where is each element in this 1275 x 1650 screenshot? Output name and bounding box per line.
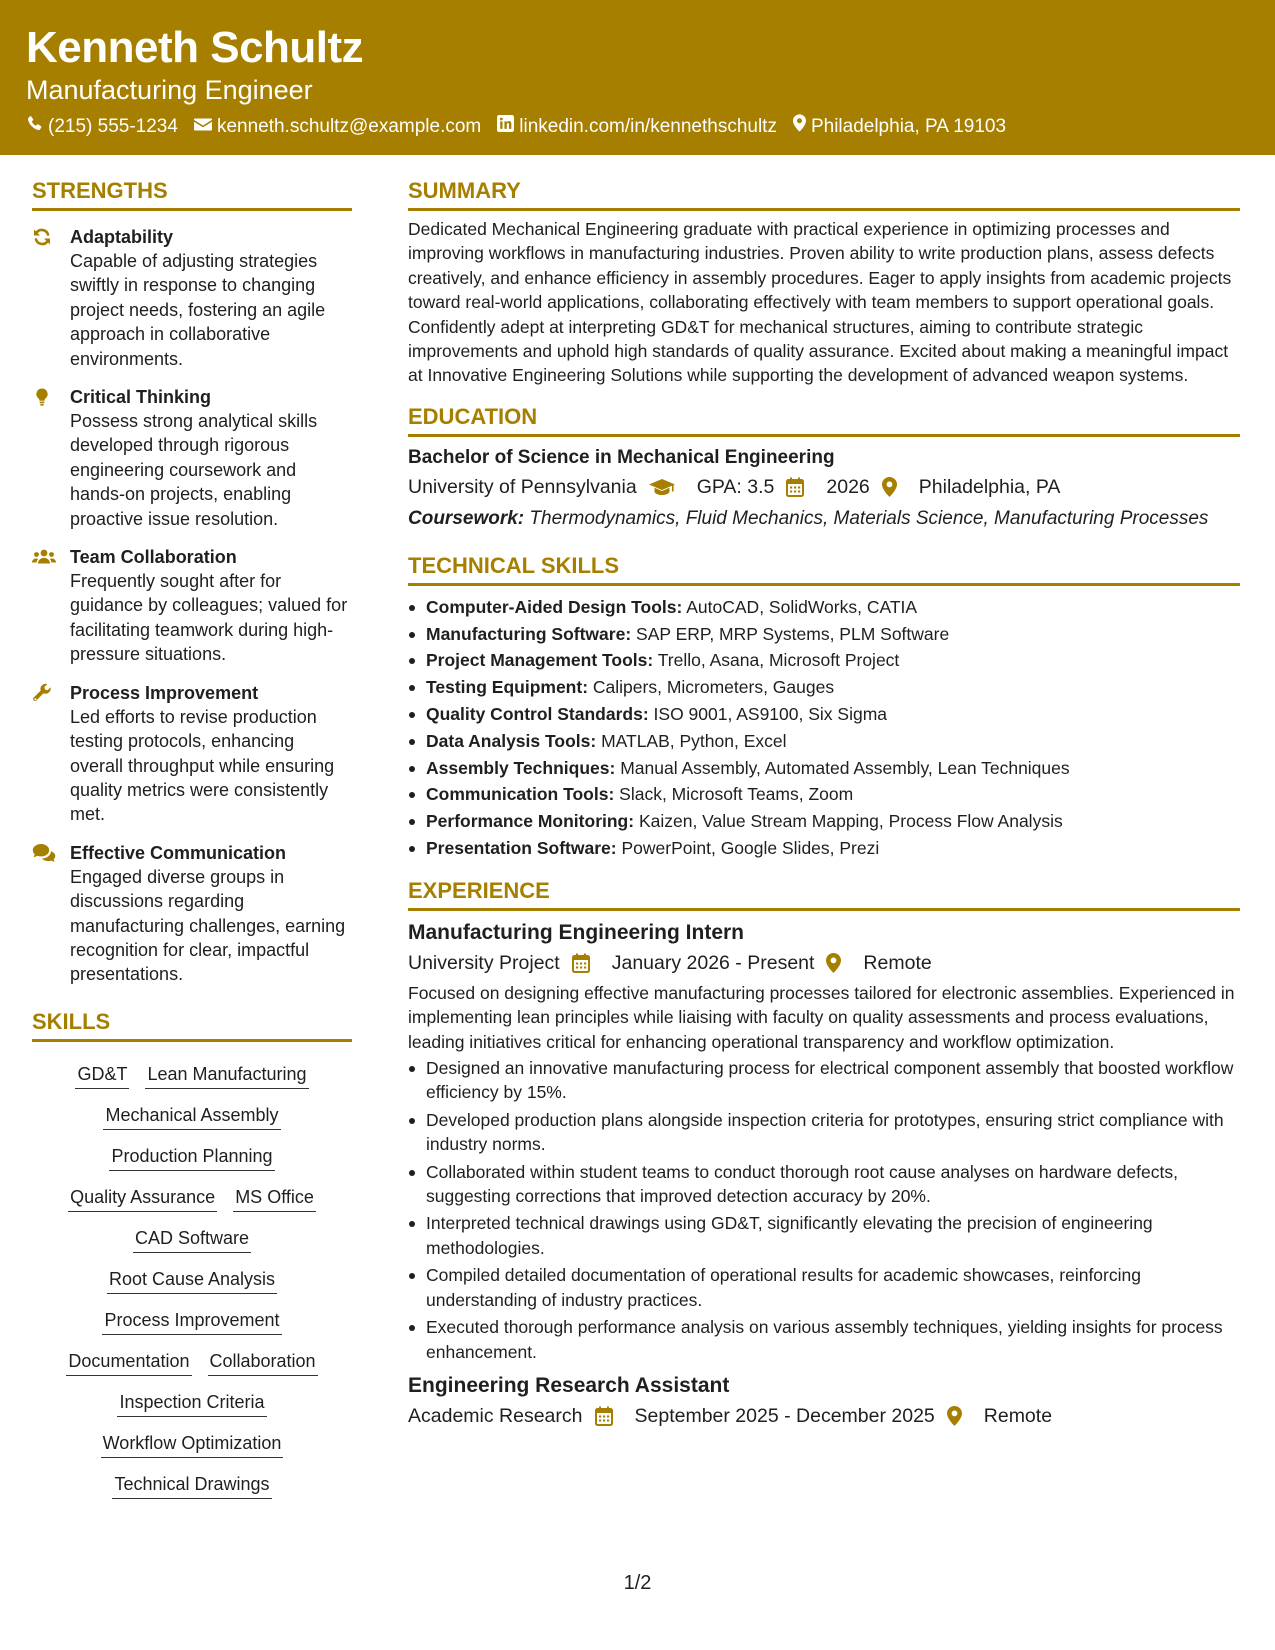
strength-desc: Led efforts to revise production testing protocols, enhancing overall throughput while ensuring quality metrics were consistently met. bbox=[70, 706, 335, 825]
skill-chip: CAD Software bbox=[133, 1226, 251, 1253]
section-title-technical-skills: TECHNICAL SKILLS bbox=[408, 551, 1240, 586]
map-marker-icon bbox=[882, 477, 907, 497]
list-item bbox=[408, 728, 1240, 755]
map-marker-icon bbox=[826, 953, 851, 973]
job-dates: September 2025 - December 2025 bbox=[634, 1404, 935, 1427]
summary-section bbox=[408, 176, 1240, 388]
strength-title: Adaptability bbox=[70, 227, 174, 247]
list-item bbox=[408, 755, 1240, 782]
phone-icon bbox=[26, 115, 48, 139]
skill-chip: Technical Drawings bbox=[112, 1472, 271, 1499]
job-meta bbox=[408, 1402, 1240, 1430]
phone-text: (215) 555-1234 bbox=[48, 115, 178, 137]
gpa-text: GPA: 3.5 bbox=[696, 475, 775, 498]
job-dates: January 2026 - Present bbox=[611, 951, 815, 974]
skill-category: Data Analysis Tools: bbox=[426, 730, 597, 751]
skill-row bbox=[32, 1472, 352, 1499]
email-text: kenneth.schultz@example.com bbox=[216, 115, 482, 137]
skill-row bbox=[32, 1226, 352, 1253]
sync-icon bbox=[32, 225, 70, 371]
skill-values: ISO 9001, AS9100, Six Sigma bbox=[653, 704, 888, 725]
skill-chip: GD&T bbox=[75, 1062, 129, 1089]
linkedin-text: linkedin.com/in/kennethschultz bbox=[519, 115, 777, 137]
strengths-section bbox=[32, 176, 352, 987]
list-item: Developed production plans alongside inspection criteria for prototypes, ensuring strict compliance with industry norms. bbox=[408, 1108, 1240, 1157]
strength-title: Critical Thinking bbox=[70, 387, 212, 408]
job-location: Remote bbox=[983, 1404, 1053, 1427]
list-item bbox=[408, 808, 1240, 835]
map-marker-icon bbox=[793, 114, 811, 139]
right-column bbox=[408, 176, 1240, 1430]
list-item bbox=[408, 674, 1240, 701]
users-icon bbox=[32, 545, 70, 667]
calendar-icon bbox=[786, 477, 814, 497]
strength-title: Effective Communication bbox=[70, 842, 287, 863]
skill-row bbox=[32, 1144, 352, 1171]
skill-category: Communication Tools: bbox=[426, 784, 615, 805]
strength-item bbox=[32, 225, 352, 371]
coursework bbox=[408, 507, 1240, 531]
skill-chip: Workflow Optimization bbox=[101, 1431, 284, 1458]
skill-values: PowerPoint, Google Slides, Prezi bbox=[621, 838, 880, 859]
education-meta bbox=[408, 473, 1240, 501]
job-meta bbox=[408, 949, 1240, 977]
skill-chip: Root Cause Analysis bbox=[107, 1267, 277, 1294]
skill-category: Quality Control Standards: bbox=[426, 704, 649, 725]
contact-bar bbox=[26, 114, 1249, 139]
list-item bbox=[408, 621, 1240, 648]
graduation-year: 2026 bbox=[826, 475, 870, 498]
strength-desc: Engaged diverse groups in discussions regarding manufacturing challenges, earning recognition for clear, impactful presentations. bbox=[70, 866, 346, 985]
linkedin-icon bbox=[497, 115, 519, 139]
experience-section bbox=[408, 876, 1240, 1430]
coursework-label: Coursework: bbox=[408, 507, 525, 529]
strength-item bbox=[32, 841, 352, 987]
skill-row bbox=[32, 1103, 352, 1130]
skill-row bbox=[32, 1062, 352, 1089]
skill-values: MATLAB, Python, Excel bbox=[601, 730, 787, 751]
summary-text: Dedicated Mechanical Engineering graduate with practical experience in optimizing processes and improving workflows in manufacturing industries. Proven ability to write production plans, assess defects creatively, and enhance efficiency in assembly procedures. Eager to apply insights from academic projects toward real-world applications, collaborating effectively with team members to support operational goals. Confidently adept at interpreting GD&T for mechanical structures, aiming to contribute strategic improvements and uphold high standards of quality assurance. Excited about making a meaningful impact at Innovative Engineering Solutions while supporting the development of advanced weapon systems. bbox=[408, 219, 1232, 386]
skill-row bbox=[32, 1431, 352, 1458]
skill-category: Testing Equipment: bbox=[426, 677, 589, 698]
candidate-name: Kenneth Schultz bbox=[26, 23, 364, 72]
job-organization: Academic Research bbox=[408, 1404, 583, 1427]
skill-chip: Quality Assurance bbox=[68, 1185, 217, 1212]
technical-skills-section bbox=[408, 551, 1240, 862]
skill-row bbox=[32, 1349, 352, 1376]
list-item: Compiled detailed documentation of operational results for academic showcases, reinforcing understanding of industry practices. bbox=[408, 1263, 1240, 1312]
skill-row bbox=[32, 1267, 352, 1294]
map-marker-icon bbox=[947, 1406, 972, 1426]
section-title-strengths: STRENGTHS bbox=[32, 176, 352, 211]
skill-values: Slack, Microsoft Teams, Zoom bbox=[619, 784, 854, 805]
technical-skills-list bbox=[408, 594, 1240, 862]
job-organization: University Project bbox=[408, 951, 560, 974]
candidate-title: Manufacturing Engineer bbox=[26, 75, 313, 105]
list-item: Executed thorough performance analysis on various assembly techniques, yielding insights for process enhancement. bbox=[408, 1315, 1240, 1364]
section-title-summary: SUMMARY bbox=[408, 176, 1240, 211]
section-title-skills: SKILLS bbox=[32, 1007, 352, 1042]
skill-category: Manufacturing Software: bbox=[426, 623, 632, 644]
strength-title: Process Improvement bbox=[70, 682, 259, 703]
list-item: Collaborated within student teams to conduct thorough root cause analyses on hardware defects, suggesting corrections that improved detection accuracy by 20%. bbox=[408, 1160, 1240, 1209]
skill-category: Assembly Techniques: bbox=[426, 757, 616, 778]
list-item bbox=[408, 594, 1240, 621]
list-item bbox=[408, 835, 1240, 862]
skill-chip: MS Office bbox=[233, 1185, 316, 1212]
skill-category: Presentation Software: bbox=[426, 838, 617, 859]
wrench-icon bbox=[32, 681, 70, 827]
school-name: University of Pennsylvania bbox=[408, 475, 637, 498]
strength-item bbox=[32, 385, 352, 531]
skill-category: Performance Monitoring: bbox=[426, 811, 635, 832]
skill-category: Project Management Tools: bbox=[426, 650, 654, 671]
skill-chip: Inspection Criteria bbox=[117, 1390, 266, 1417]
skill-row bbox=[32, 1390, 352, 1417]
envelope-icon bbox=[194, 115, 217, 139]
contact-linkedin[interactable] bbox=[497, 115, 777, 139]
skill-chip: Lean Manufacturing bbox=[145, 1062, 308, 1089]
job-summary: Focused on designing effective manufacturing processes tailored for electronic assemblies. Experienced in implementing lean principles while liaising with faculty on quality assessments and process evaluations, leading initiatives critical for enhancing operational transparency and workflow optimization. bbox=[408, 982, 1235, 1052]
contact-phone[interactable] bbox=[26, 115, 178, 139]
skill-row bbox=[32, 1185, 352, 1212]
job-entry bbox=[408, 919, 1240, 1364]
skill-chip: Documentation bbox=[66, 1349, 191, 1376]
lightbulb-icon bbox=[32, 385, 70, 531]
skill-chip: Production Planning bbox=[109, 1144, 274, 1171]
graduation-cap-icon bbox=[649, 478, 685, 496]
skill-chip: Collaboration bbox=[208, 1349, 318, 1376]
coursework-list: Thermodynamics, Fluid Mechanics, Materials Science, Manufacturing Processes bbox=[529, 507, 1209, 529]
degree-title: Bachelor of Science in Mechanical Engineering bbox=[408, 446, 835, 468]
skill-values: Kaizen, Value Stream Mapping, Process Flow Analysis bbox=[638, 811, 1063, 832]
job-title: Engineering Research Assistant bbox=[408, 1373, 730, 1397]
skill-chip: Process Improvement bbox=[102, 1308, 281, 1335]
contact-email[interactable] bbox=[194, 115, 481, 139]
strength-desc: Frequently sought after for guidance by colleagues; valued for facilitating teamwork during high-pressure situations. bbox=[70, 571, 348, 665]
education-section bbox=[408, 402, 1240, 531]
skill-values: SAP ERP, MRP Systems, PLM Software bbox=[636, 623, 950, 644]
calendar-icon bbox=[572, 953, 600, 973]
skill-row bbox=[32, 1308, 352, 1335]
strength-desc: Possess strong analytical skills developed through rigorous engineering coursework and hands-on projects, enabling proactive issue resolution. bbox=[70, 411, 318, 529]
skill-values: Manual Assembly, Automated Assembly, Lean Techniques bbox=[620, 757, 1070, 778]
calendar-icon bbox=[595, 1406, 623, 1426]
skill-chip: Mechanical Assembly bbox=[103, 1103, 280, 1130]
location-text: Philadelphia, PA 19103 bbox=[810, 115, 1007, 137]
skills-section bbox=[32, 1007, 352, 1499]
strength-desc: Capable of adjusting strategies swiftly in response to changing project needs, fostering an agile approach in collaborative environments. bbox=[70, 251, 326, 369]
list-item bbox=[408, 781, 1240, 808]
job-entry bbox=[408, 1372, 1240, 1430]
strength-title: Team Collaboration bbox=[70, 547, 237, 568]
contact-location bbox=[793, 114, 1006, 139]
strength-item bbox=[32, 681, 352, 827]
skill-values: AutoCAD, SolidWorks, CATIA bbox=[686, 596, 918, 617]
skill-values: Trello, Asana, Microsoft Project bbox=[657, 650, 900, 671]
skills-chip-list bbox=[32, 1042, 352, 1499]
comments-icon bbox=[32, 841, 70, 987]
list-item: Interpreted technical drawings using GD&T, significantly elevating the precision of engineering methodologies. bbox=[408, 1211, 1240, 1260]
list-item: Designed an innovative manufacturing process for electrical component assembly that boosted workflow efficiency by 15%. bbox=[408, 1056, 1240, 1105]
list-item bbox=[408, 647, 1240, 674]
skill-category: Computer-Aided Design Tools: bbox=[426, 596, 683, 617]
page-number: 1/2 bbox=[623, 1572, 652, 1594]
job-bullets bbox=[408, 1056, 1240, 1364]
resume-header bbox=[0, 0, 1275, 155]
left-column bbox=[32, 176, 352, 1499]
job-title: Manufacturing Engineering Intern bbox=[408, 920, 745, 944]
section-title-experience: EXPERIENCE bbox=[408, 876, 1240, 911]
section-title-education: EDUCATION bbox=[408, 402, 1240, 437]
list-item bbox=[408, 701, 1240, 728]
education-location: Philadelphia, PA bbox=[918, 475, 1061, 498]
skill-values: Calipers, Micrometers, Gauges bbox=[592, 677, 835, 698]
strength-item bbox=[32, 545, 352, 667]
job-location: Remote bbox=[863, 951, 932, 974]
